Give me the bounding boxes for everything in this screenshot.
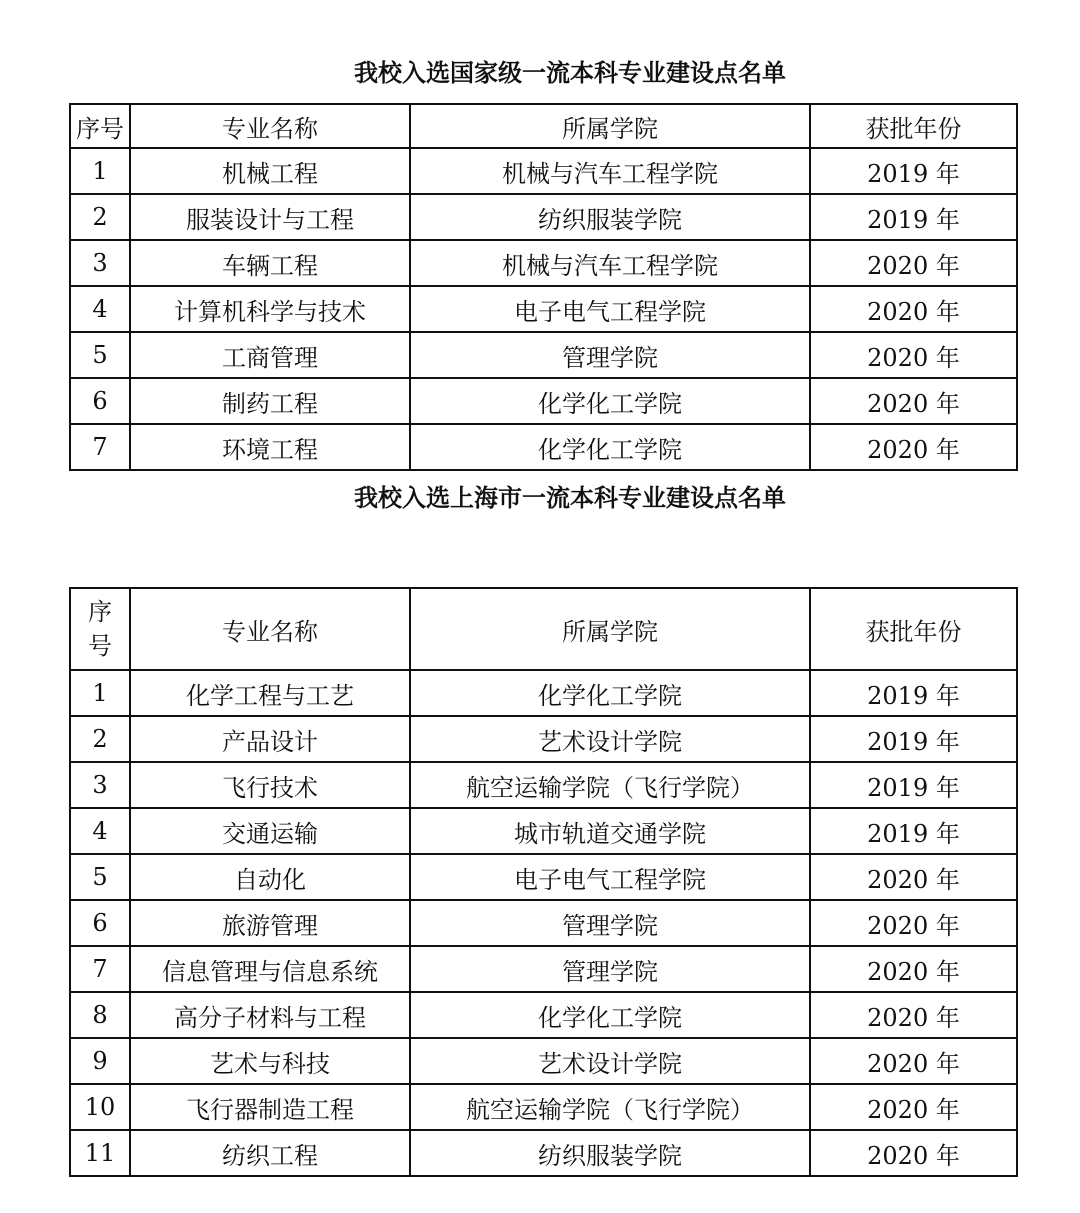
table-row — [70, 194, 1017, 240]
cell-major: 车辆工程 — [130, 240, 410, 286]
table-row — [70, 332, 1017, 378]
national-majors-table — [69, 103, 1018, 471]
header-major: 专业名称 — [130, 588, 410, 670]
cell-major: 艺术与科技 — [130, 1038, 410, 1084]
table-row — [70, 670, 1017, 716]
table-row — [70, 762, 1017, 808]
table-row — [70, 1084, 1017, 1130]
cell-college: 艺术设计学院 — [410, 716, 810, 762]
cell-college: 电子电气工程学院 — [410, 854, 810, 900]
cell-college: 化学化工学院 — [410, 992, 810, 1038]
header-major: 专业名称 — [130, 104, 410, 148]
table-row — [70, 148, 1017, 194]
cell-no: 2 — [70, 716, 130, 762]
cell-year: 2020 年 — [810, 854, 1017, 900]
cell-year: 2020 年 — [810, 240, 1017, 286]
cell-year: 2019 年 — [810, 670, 1017, 716]
cell-year: 2019 年 — [810, 762, 1017, 808]
cell-year: 2020 年 — [810, 900, 1017, 946]
cell-no: 9 — [70, 1038, 130, 1084]
header-no: 序号 — [70, 104, 130, 148]
cell-major: 化学工程与工艺 — [130, 670, 410, 716]
table-row — [70, 992, 1017, 1038]
table-row — [70, 1130, 1017, 1176]
cell-college: 电子电气工程学院 — [410, 286, 810, 332]
table-row — [70, 854, 1017, 900]
cell-no: 2 — [70, 194, 130, 240]
cell-no: 11 — [70, 1130, 130, 1176]
cell-year: 2020 年 — [810, 1084, 1017, 1130]
cell-major: 服装设计与工程 — [130, 194, 410, 240]
cell-college: 管理学院 — [410, 332, 810, 378]
table-row — [70, 716, 1017, 762]
cell-no: 5 — [70, 854, 130, 900]
cell-year: 2019 年 — [810, 808, 1017, 854]
cell-major: 纺织工程 — [130, 1130, 410, 1176]
cell-major: 计算机科学与技术 — [130, 286, 410, 332]
cell-major: 机械工程 — [130, 148, 410, 194]
cell-college: 航空运输学院（飞行学院） — [410, 1084, 810, 1130]
cell-year: 2020 年 — [810, 1130, 1017, 1176]
cell-college: 管理学院 — [410, 946, 810, 992]
header-year: 获批年份 — [810, 588, 1017, 670]
cell-major: 自动化 — [130, 854, 410, 900]
table-header-row — [70, 104, 1017, 148]
cell-no: 1 — [70, 148, 130, 194]
header-no-line2: 号 — [88, 632, 112, 660]
cell-no: 7 — [70, 424, 130, 470]
cell-no: 3 — [70, 762, 130, 808]
cell-no: 5 — [70, 332, 130, 378]
cell-no: 1 — [70, 670, 130, 716]
table-row — [70, 286, 1017, 332]
table-row — [70, 900, 1017, 946]
shanghai-majors-table — [69, 587, 1018, 1177]
table-row — [70, 946, 1017, 992]
cell-year: 2020 年 — [810, 424, 1017, 470]
table-row — [70, 240, 1017, 286]
header-college: 所属学院 — [410, 588, 810, 670]
cell-major: 高分子材料与工程 — [130, 992, 410, 1038]
cell-major: 产品设计 — [130, 716, 410, 762]
cell-college: 化学化工学院 — [410, 378, 810, 424]
cell-year: 2020 年 — [810, 1038, 1017, 1084]
cell-year: 2019 年 — [810, 194, 1017, 240]
national-list-title: 我校入选国家级一流本科专业建设点名单 — [354, 58, 786, 87]
cell-major: 飞行技术 — [130, 762, 410, 808]
cell-year: 2019 年 — [810, 716, 1017, 762]
cell-major: 飞行器制造工程 — [130, 1084, 410, 1130]
cell-major: 交通运输 — [130, 808, 410, 854]
cell-no: 10 — [70, 1084, 130, 1130]
cell-college: 化学化工学院 — [410, 670, 810, 716]
cell-year: 2019 年 — [810, 148, 1017, 194]
table-row — [70, 424, 1017, 470]
table-header-row — [70, 588, 1017, 670]
header-year: 获批年份 — [810, 104, 1017, 148]
cell-major: 环境工程 — [130, 424, 410, 470]
cell-no: 4 — [70, 286, 130, 332]
cell-college: 机械与汽车工程学院 — [410, 148, 810, 194]
cell-no: 3 — [70, 240, 130, 286]
cell-major: 信息管理与信息系统 — [130, 946, 410, 992]
cell-year: 2020 年 — [810, 992, 1017, 1038]
cell-no: 6 — [70, 900, 130, 946]
shanghai-list-title: 我校入选上海市一流本科专业建设点名单 — [354, 483, 786, 512]
cell-no: 4 — [70, 808, 130, 854]
header-no — [70, 588, 130, 670]
cell-major: 工商管理 — [130, 332, 410, 378]
cell-year: 2020 年 — [810, 946, 1017, 992]
cell-college: 航空运输学院（飞行学院） — [410, 762, 810, 808]
cell-college: 城市轨道交通学院 — [410, 808, 810, 854]
cell-year: 2020 年 — [810, 332, 1017, 378]
cell-no: 7 — [70, 946, 130, 992]
cell-no: 8 — [70, 992, 130, 1038]
table-row — [70, 378, 1017, 424]
cell-year: 2020 年 — [810, 286, 1017, 332]
cell-year: 2020 年 — [810, 378, 1017, 424]
table-row — [70, 1038, 1017, 1084]
cell-college: 机械与汽车工程学院 — [410, 240, 810, 286]
cell-college: 艺术设计学院 — [410, 1038, 810, 1084]
cell-no: 6 — [70, 378, 130, 424]
header-no-line1: 序 — [88, 598, 112, 626]
header-college: 所属学院 — [410, 104, 810, 148]
table-row — [70, 808, 1017, 854]
cell-major: 旅游管理 — [130, 900, 410, 946]
cell-college: 化学化工学院 — [410, 424, 810, 470]
cell-college: 纺织服装学院 — [410, 1130, 810, 1176]
cell-college: 管理学院 — [410, 900, 810, 946]
cell-major: 制药工程 — [130, 378, 410, 424]
cell-college: 纺织服装学院 — [410, 194, 810, 240]
